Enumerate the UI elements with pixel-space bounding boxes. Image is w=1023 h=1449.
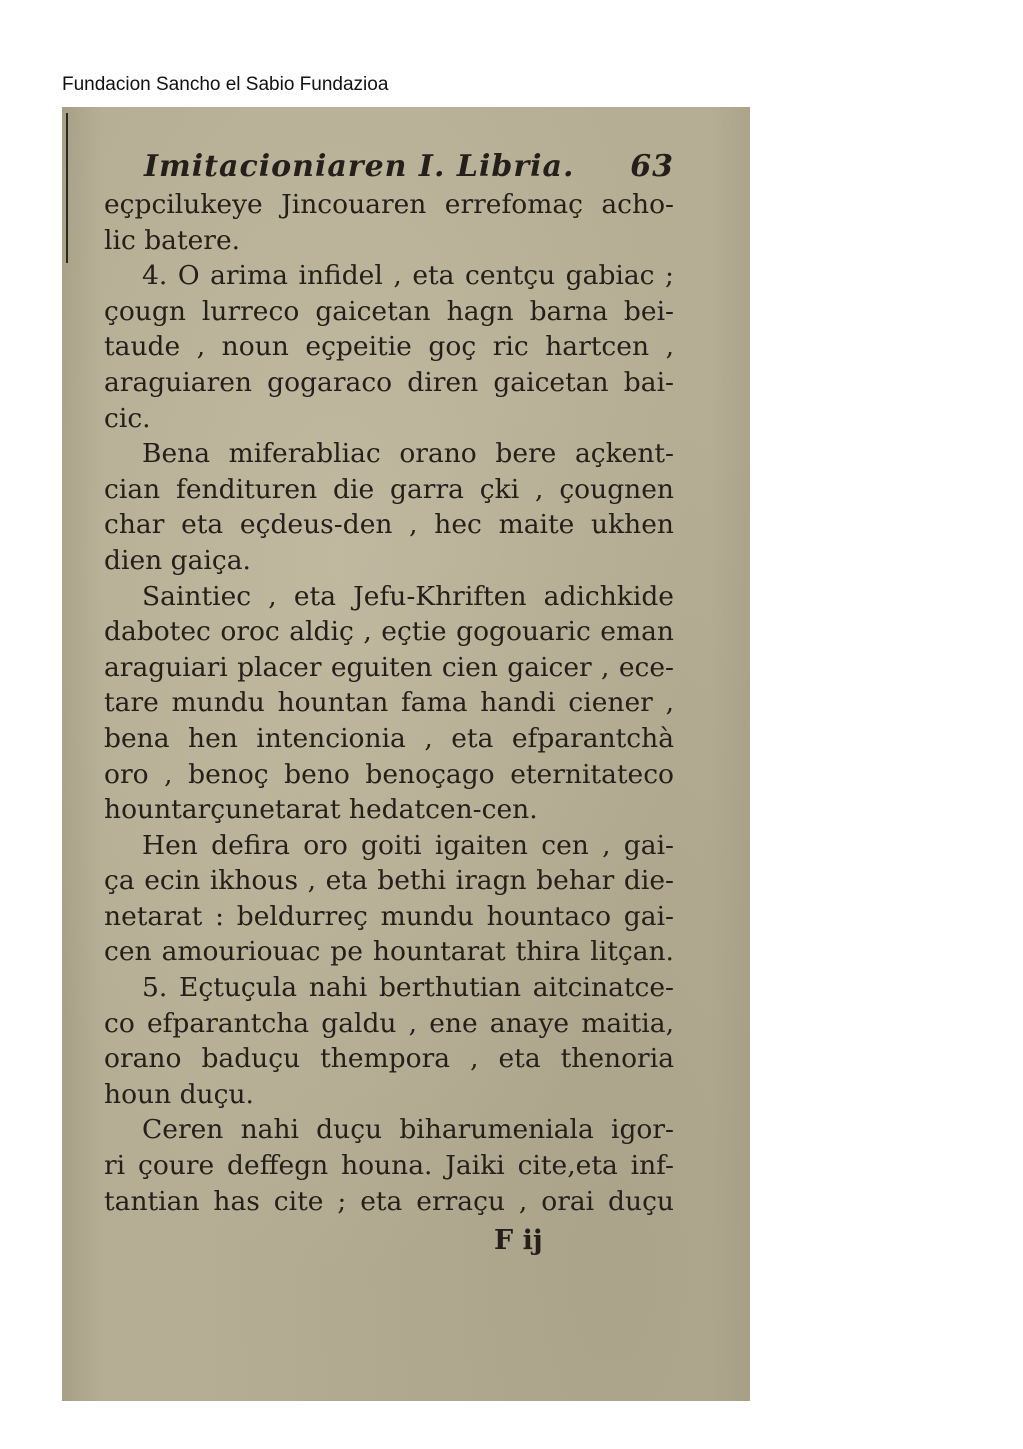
- text-line: oro , benoç beno benoçago eternitateco: [104, 758, 674, 790]
- text-line: dien gaiça.: [104, 544, 251, 576]
- text-line: 5. Eçtuçula nahi berthutian aitcinatce-: [142, 972, 674, 1004]
- text-line: char eta eçdeus-den , hec maite ukhen: [104, 509, 674, 541]
- text-line: cian fendituren die garra çki , çougnen: [104, 473, 674, 505]
- page-number: 63: [630, 149, 674, 184]
- text-line: dabotec oroc aldiç , eçtie gogouaric eman: [104, 616, 674, 648]
- text-line: cic.: [104, 402, 151, 434]
- text-line: taude , noun eçpeitie goç ric hartcen ,: [104, 331, 674, 363]
- text-line: ri çoure deffegn houna. Jaiki cite,eta inf-: [104, 1150, 674, 1182]
- text-line: tare mundu hountan fama handi ciener ,: [104, 687, 674, 719]
- page-text: [104, 147, 674, 1259]
- signature-mark: F ij: [494, 1225, 543, 1257]
- text-line: Ceren nahi duçu biharumeniala igor-: [142, 1114, 674, 1146]
- text-line: araguiaren gogaraco diren gaicetan bai-: [104, 366, 674, 398]
- text-line: Bena miferabliac orano bere açkent-: [142, 438, 674, 470]
- text-line: eçpcilukeye Jincouaren errefomaç acho-: [104, 189, 674, 220]
- text-line: Hen defira oro goiti igaiten cen , gai-: [142, 829, 674, 861]
- text-line: araguiari placer eguiten cien gaicer , ece-: [104, 651, 674, 683]
- text-line: Saintiec , eta Jefu-Khriften adichkide: [142, 580, 674, 612]
- text-line: ça ecin ikhous , eta bethi iragn behar die-: [104, 865, 674, 897]
- text-line: houn duçu.: [104, 1078, 254, 1110]
- running-head: [104, 147, 674, 187]
- text-line: lic batere.: [104, 224, 241, 256]
- text-line: çougn lurreco gaicetan hagn barna bei-: [104, 295, 674, 327]
- source-label: Fundacion Sancho el Sabio Fundazioa: [62, 74, 389, 95]
- text-line: tantian has cite ; eta erraçu , orai duçu: [104, 1185, 674, 1217]
- body-text: [104, 187, 674, 1219]
- text-line: co efparantcha galdu , ene anaye maitia,: [104, 1007, 674, 1039]
- scanned-page: [62, 107, 750, 1401]
- running-head-title: Imitacioniaren I. Libria.: [144, 149, 575, 184]
- text-line: bena hen intencionia , eta efparantchà: [104, 722, 674, 754]
- text-line: netarat : beldurreç mundu hountaco gai-: [104, 900, 674, 932]
- text-line: 4. O arima infidel , eta centçu gabiac ;: [142, 260, 674, 292]
- text-line: orano baduçu thempora , eta thenoria: [104, 1043, 674, 1075]
- page-edge-shadow: [66, 113, 68, 263]
- text-line: cen amouriouac pe hountarat thira litçan.: [104, 936, 674, 968]
- text-line: hountarçunetarat hedatcen-cen.: [104, 794, 538, 826]
